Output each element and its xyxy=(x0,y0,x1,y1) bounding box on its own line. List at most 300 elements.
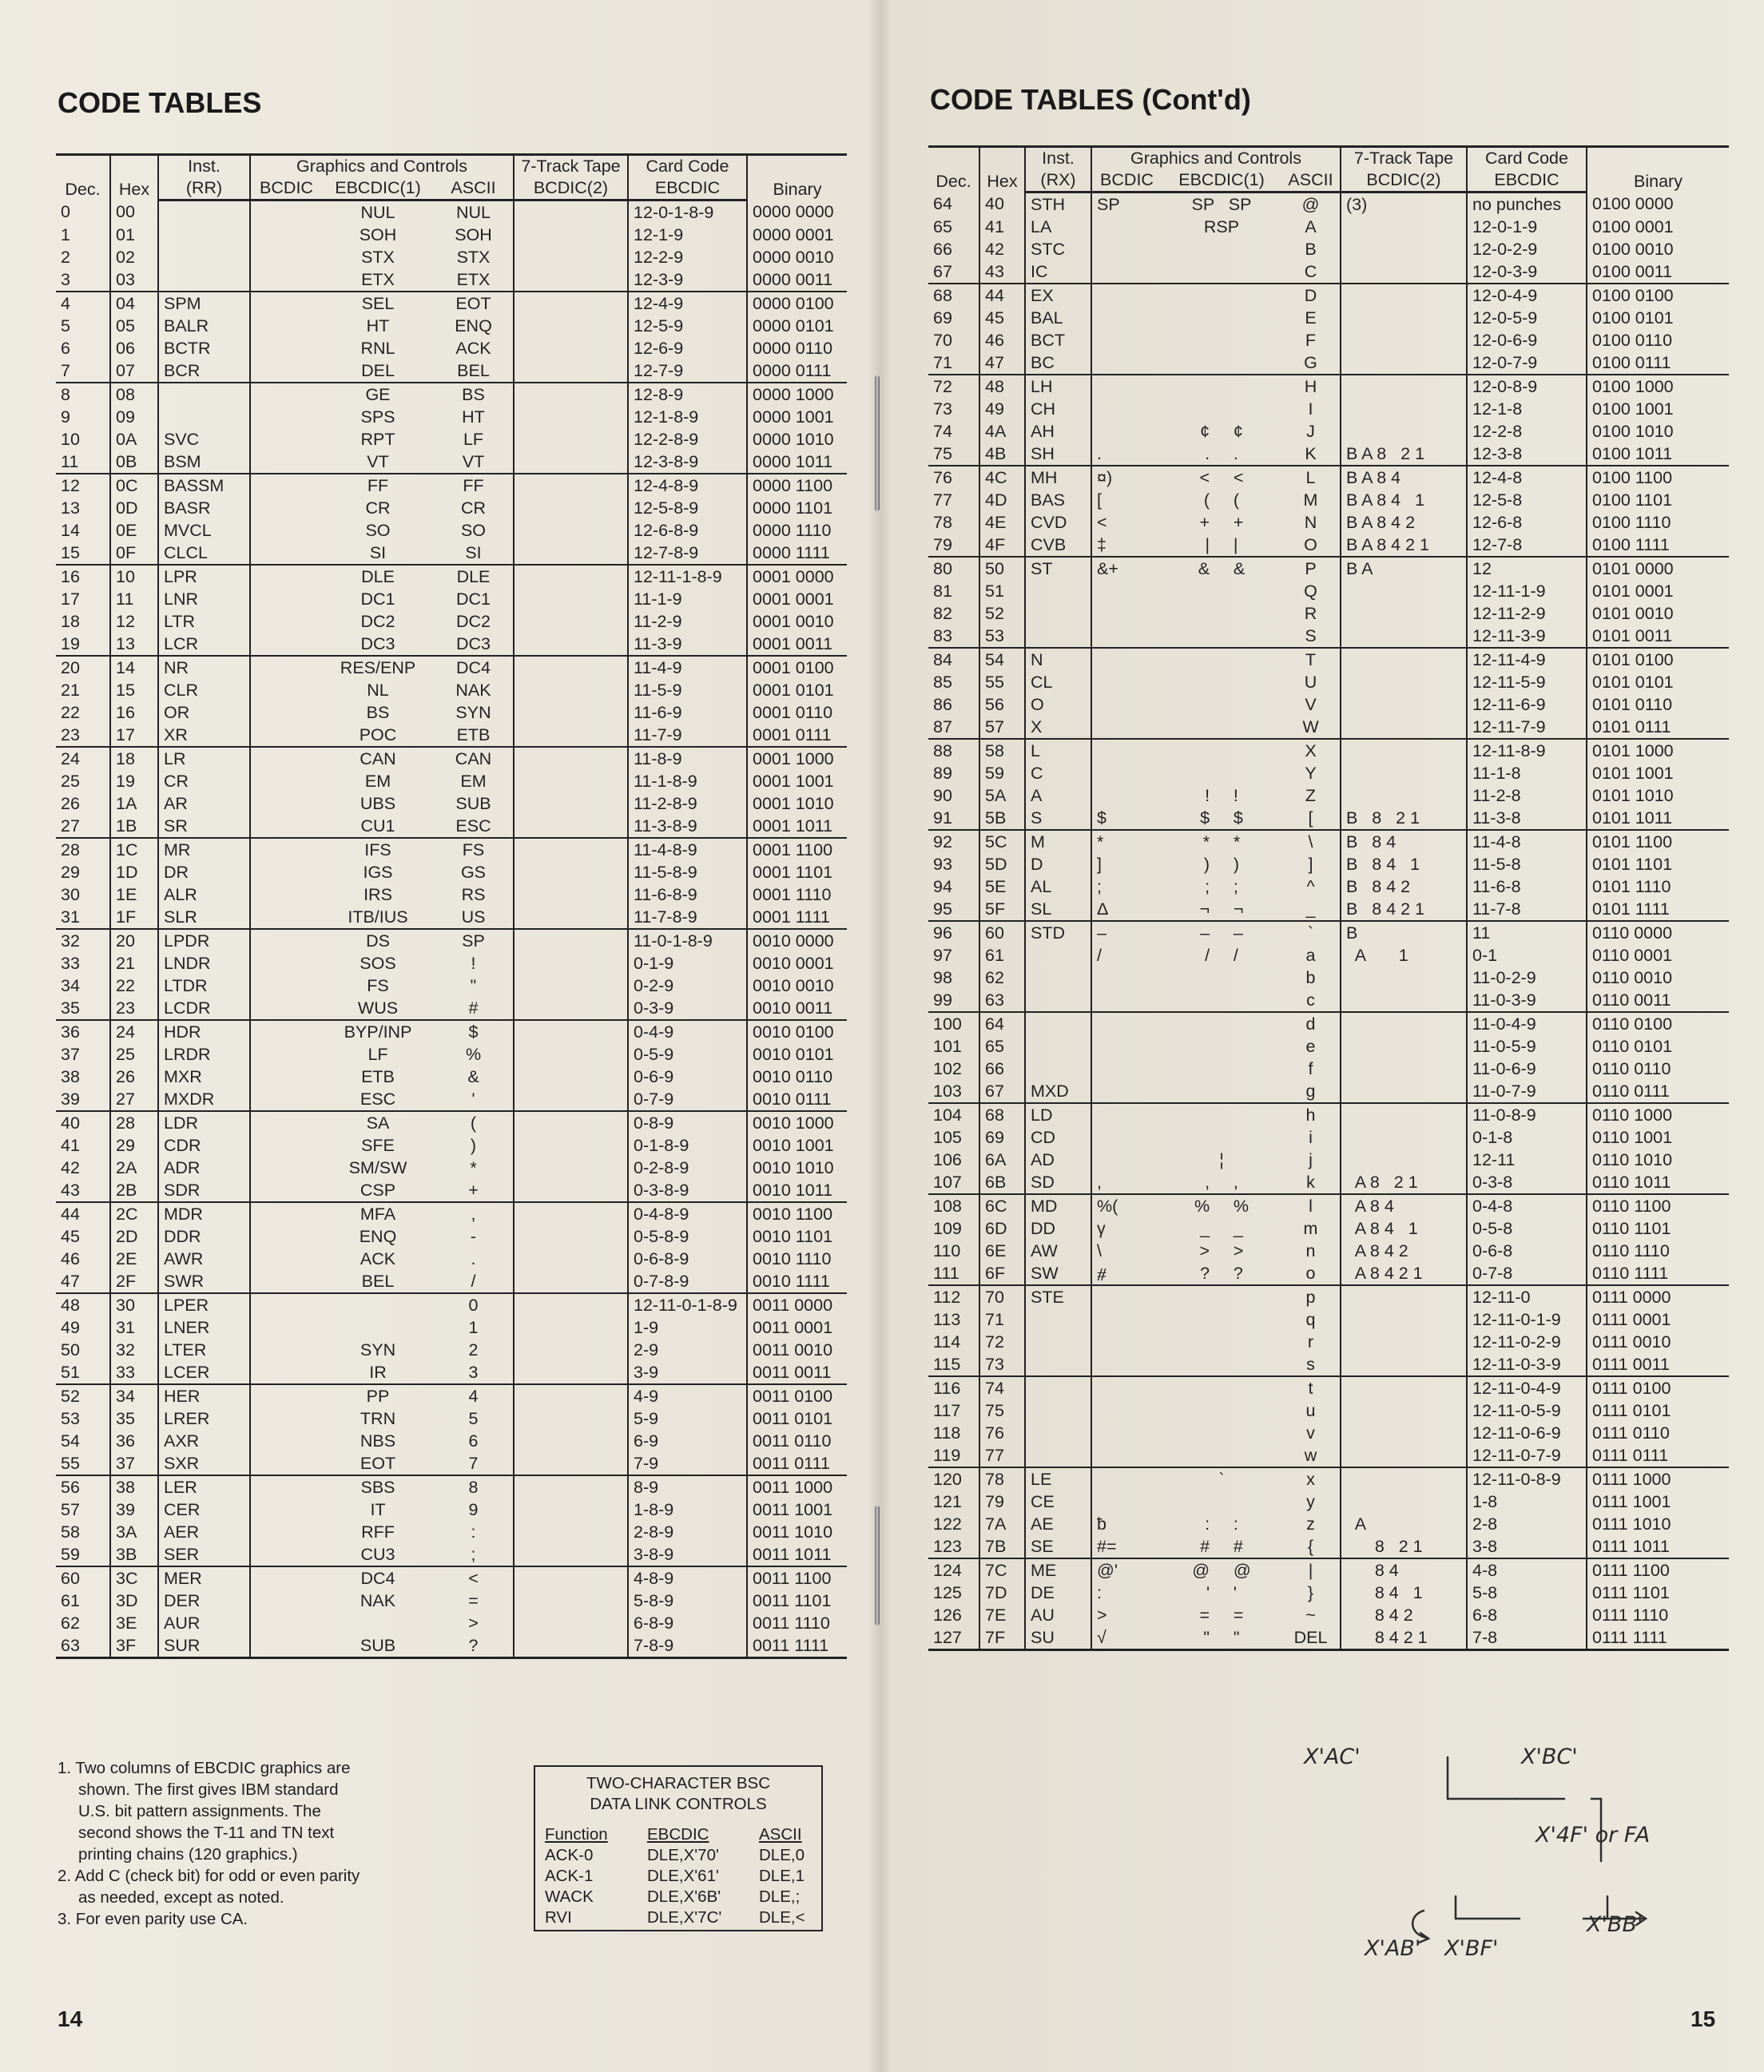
cell-binary: 0001 1010 xyxy=(747,792,847,815)
table-row xyxy=(928,1126,1729,1149)
bsc-function: ACK-0 xyxy=(545,1846,594,1864)
cell-dec: 10 xyxy=(61,430,80,449)
cell-ascii: G xyxy=(1304,353,1317,372)
cell-track xyxy=(514,724,628,747)
cell-dec: 83 xyxy=(933,626,952,645)
cell-hex: 47 xyxy=(979,351,1025,375)
cell-track xyxy=(1341,1331,1467,1353)
cell-dec: 16 xyxy=(56,565,110,588)
cell-inst: BCR xyxy=(158,359,250,383)
cell-inst: BCT xyxy=(1025,329,1091,351)
footnote-2: 2. Add C (check bit) for odd or even parity as needed, except as noted. xyxy=(58,1867,360,1907)
table-row xyxy=(928,1376,1729,1399)
cell-ebcdic: IGS xyxy=(363,863,393,882)
cell-card: 0-2-8-9 xyxy=(628,1157,747,1179)
cell-track xyxy=(1341,762,1467,784)
handwritten-xac: X'AC' xyxy=(1304,1745,1361,1769)
cell-bcdic xyxy=(1091,284,1162,307)
table-row xyxy=(56,1384,847,1407)
cell-binary: 0000 0011 xyxy=(747,268,847,292)
cell-ebcdic: CR xyxy=(365,498,391,518)
cell-ascii: C xyxy=(1304,262,1317,281)
cell-card: 12-0-6-9 xyxy=(1467,329,1587,351)
cell-binary: 0101 1011 xyxy=(1587,807,1729,830)
cell-track xyxy=(514,1248,628,1270)
cell-inst: AH xyxy=(1025,420,1091,443)
cell-hex: 04 xyxy=(110,292,158,315)
cell-dec: 61 xyxy=(61,1591,80,1610)
cell-bcdic: ¤) xyxy=(1091,466,1162,489)
cell-card: 5-9 xyxy=(628,1407,747,1430)
table-row xyxy=(928,762,1729,784)
table-row xyxy=(56,1566,847,1590)
cell-ebcdic: # # xyxy=(1200,1537,1243,1556)
cell-track xyxy=(1341,1058,1467,1080)
cell-card: 12-11-0-5-9 xyxy=(1467,1399,1587,1422)
cell-hex: 5B xyxy=(979,807,1025,830)
cell-ascii: w xyxy=(1304,1446,1317,1465)
cell-bcdic xyxy=(1091,216,1162,238)
cell-ebcdic xyxy=(1162,967,1281,989)
cell-inst: LE xyxy=(1025,1467,1091,1490)
cell-hex: 25 xyxy=(110,1043,158,1066)
cell-bcdic xyxy=(250,224,322,246)
table-row xyxy=(928,1035,1729,1058)
cell-ebcdic: " " xyxy=(1162,1626,1281,1650)
cell-inst: CLCL xyxy=(158,542,250,565)
cell-dec: 105 xyxy=(933,1128,962,1147)
cell-inst xyxy=(1025,625,1091,648)
cell-binary: 0101 0000 xyxy=(1587,557,1729,580)
cell-inst: LPDR xyxy=(158,929,250,952)
cell-binary: 0101 1001 xyxy=(1587,762,1729,784)
cell-dec: 101 xyxy=(933,1037,962,1056)
cell-dec: 95 xyxy=(933,899,952,919)
cell-hex: 4B xyxy=(979,443,1025,466)
cell-ebcdic: SFE xyxy=(361,1136,395,1155)
table-row xyxy=(56,1407,847,1430)
cell-ebcdic xyxy=(1162,625,1281,648)
cell-dec: 70 xyxy=(933,331,952,350)
cell-dec: 107 xyxy=(933,1173,962,1192)
cell-card: 11-5-9 xyxy=(628,679,747,701)
cell-ebcdic: SEL xyxy=(322,292,434,315)
cell-track: (3) xyxy=(1341,193,1467,216)
cell-ebcdic xyxy=(1162,1444,1281,1467)
table-row xyxy=(56,1452,847,1475)
cell-ascii: $ xyxy=(434,1020,514,1043)
cell-dec: 102 xyxy=(933,1059,962,1078)
cell-ascii: h xyxy=(1281,1103,1341,1126)
cell-ebcdic: | | xyxy=(1205,535,1238,554)
cell-card: 11-0-7-9 xyxy=(1467,1080,1587,1103)
cell-inst: ME xyxy=(1025,1558,1091,1582)
cell-inst: O xyxy=(1025,693,1091,716)
table-row xyxy=(928,853,1729,875)
cell-dec: 43 xyxy=(61,1181,80,1200)
header-inst-sub: (RR) xyxy=(158,177,250,200)
cell-hex: 79 xyxy=(979,1490,1025,1513)
cell-ascii: v xyxy=(1306,1423,1315,1443)
cell-track xyxy=(514,701,628,724)
cell-inst: SUR xyxy=(158,1634,250,1658)
cell-hex: 12 xyxy=(110,610,158,633)
cell-inst: LD xyxy=(1025,1103,1091,1126)
cell-dec: 14 xyxy=(61,521,80,540)
cell-binary: 0111 0000 xyxy=(1587,1285,1729,1308)
handwritten-xbf: X'BF' xyxy=(1444,1936,1499,1961)
header-inst: Inst. xyxy=(1025,147,1091,170)
cell-binary: 0100 0110 xyxy=(1587,329,1729,351)
cell-track: B 8 2 1 xyxy=(1341,807,1467,830)
cell-inst: AE xyxy=(1025,1513,1091,1535)
cell-ascii: b xyxy=(1305,968,1316,987)
cell-track xyxy=(514,974,628,997)
cell-ebcdic xyxy=(1162,989,1281,1012)
cell-ebcdic: TRN xyxy=(360,1409,396,1428)
cell-track xyxy=(514,770,628,792)
cell-ebcdic xyxy=(1162,1285,1281,1308)
cell-inst: MXR xyxy=(158,1066,250,1088)
cell-binary: 0010 1001 xyxy=(747,1134,847,1157)
cell-hex: 0A xyxy=(110,428,158,451)
cell-hex: 49 xyxy=(979,398,1025,420)
cell-binary: 0110 0001 xyxy=(1587,944,1729,967)
cell-bcdic xyxy=(250,519,322,542)
table-row xyxy=(56,1339,847,1361)
header-hex: Hex xyxy=(110,155,158,200)
cell-card: 12-6-9 xyxy=(628,337,747,359)
cell-binary: 0101 1111 xyxy=(1587,898,1729,921)
cell-track xyxy=(514,883,628,906)
cell-inst: SH xyxy=(1025,443,1091,466)
table-row xyxy=(56,747,847,770)
cell-bcdic xyxy=(250,1566,322,1590)
cell-hex: 33 xyxy=(110,1361,158,1384)
cell-hex: 70 xyxy=(979,1285,1025,1308)
cell-card: 12-0-7-9 xyxy=(1467,351,1587,375)
table-row xyxy=(928,1194,1729,1217)
cell-card: 12-5-8 xyxy=(1467,489,1587,511)
cell-ascii: T xyxy=(1281,648,1341,671)
cell-dec: 42 xyxy=(61,1158,80,1177)
cell-card: 6-9 xyxy=(628,1430,747,1452)
cell-bcdic xyxy=(250,701,322,724)
cell-inst xyxy=(1025,1012,1091,1035)
cell-ascii: S xyxy=(1305,626,1317,645)
cell-inst: SLR xyxy=(158,906,250,929)
cell-ascii: J xyxy=(1306,422,1315,441)
cell-inst: CER xyxy=(158,1498,250,1521)
cell-dec: 54 xyxy=(61,1431,80,1451)
cell-ebcdic: DC4 xyxy=(322,1566,434,1590)
cell-bcdic xyxy=(250,268,322,292)
cell-track xyxy=(514,383,628,406)
cell-dec: 110 xyxy=(933,1241,961,1260)
cell-ebcdic: ESC xyxy=(360,1090,396,1109)
cell-ebcdic: , , xyxy=(1205,1173,1238,1192)
cell-ebcdic: CU3 xyxy=(360,1545,395,1564)
cell-binary: 0001 0101 xyxy=(747,679,847,701)
cell-bcdic xyxy=(250,1590,322,1612)
cell-ascii: L xyxy=(1281,466,1341,489)
cell-ascii: H xyxy=(1281,375,1341,398)
cell-ebcdic: IRS xyxy=(364,885,392,904)
cell-hex: 46 xyxy=(979,329,1025,351)
cell-dec: 98 xyxy=(933,968,952,987)
cell-track xyxy=(1341,1353,1467,1376)
cell-track xyxy=(514,906,628,929)
table-row xyxy=(56,656,847,679)
cell-hex: 41 xyxy=(979,216,1025,238)
cell-bcdic xyxy=(250,815,322,838)
cell-card: 12-4-8-9 xyxy=(628,474,747,497)
cell-hex: 55 xyxy=(979,671,1025,693)
table-row xyxy=(56,1430,847,1452)
cell-hex: 1E xyxy=(110,883,158,906)
cell-inst: AD xyxy=(1025,1149,1091,1171)
cell-bcdic: γ xyxy=(1091,1217,1162,1240)
cell-binary: 0001 1110 xyxy=(747,883,847,906)
bsc-header-ebcdic: EBCDIC xyxy=(647,1825,709,1844)
table-row xyxy=(56,268,847,292)
table-row xyxy=(56,1111,847,1134)
cell-ebcdic: EM xyxy=(364,772,391,791)
cell-card: 11-2-8 xyxy=(1467,784,1587,807)
footnotes xyxy=(58,1757,369,1930)
cell-ascii: > xyxy=(468,1614,479,1633)
cell-bcdic: * xyxy=(1091,830,1162,853)
table-row xyxy=(56,1066,847,1088)
cell-ebcdic: SM/SW xyxy=(348,1158,407,1177)
cell-ebcdic: > > xyxy=(1199,1241,1244,1260)
cell-inst: EX xyxy=(1025,284,1091,307)
footnote-1: 1. Two columns of EBCDIC graphics are shown. The first gives IBM standard U.S. bit pattern assignments. The second shows the T-11 and TN text printing chains (120 graphics.) xyxy=(58,1759,351,1864)
cell-hex: 63 xyxy=(979,989,1025,1012)
cell-hex: 00 xyxy=(110,200,158,224)
cell-hex: 29 xyxy=(110,1134,158,1157)
cell-binary: 0111 1001 xyxy=(1587,1490,1729,1513)
cell-track xyxy=(514,542,628,565)
cell-binary: 0010 0000 xyxy=(747,929,847,952)
cell-bcdic xyxy=(250,1270,322,1293)
cell-ascii: , xyxy=(434,1202,514,1225)
cell-binary: 0000 1010 xyxy=(747,428,847,451)
cell-bcdic xyxy=(1091,602,1162,625)
cell-track: B A xyxy=(1341,557,1467,580)
cell-bcdic xyxy=(250,679,322,701)
table-row xyxy=(56,1202,847,1225)
cell-ascii: - xyxy=(470,1227,477,1246)
cell-card: 0-8-9 xyxy=(628,1111,747,1134)
cell-track xyxy=(514,1361,628,1384)
table-row xyxy=(56,1634,847,1658)
cell-track xyxy=(514,1452,628,1475)
cell-ascii: VT xyxy=(462,452,485,471)
cell-binary: 0000 1111 xyxy=(747,542,847,565)
cell-dec: 66 xyxy=(933,240,952,259)
table-row xyxy=(928,1308,1729,1331)
cell-track xyxy=(514,200,628,224)
table-row xyxy=(928,1058,1729,1080)
cell-bcdic xyxy=(1091,420,1162,443)
table-row xyxy=(928,1422,1729,1444)
table-row xyxy=(928,1626,1729,1650)
cell-hex: 11 xyxy=(110,588,158,610)
table-row xyxy=(928,398,1729,420)
cell-dec: 11 xyxy=(61,452,79,471)
cell-bcdic xyxy=(1091,762,1162,784)
header-binary: Binary xyxy=(747,155,847,200)
cell-track xyxy=(514,1521,628,1543)
cell-ebcdic: . . xyxy=(1205,444,1238,463)
cell-inst: MDR xyxy=(158,1202,250,1225)
cell-binary: 0010 0101 xyxy=(747,1043,847,1066)
cell-ascii: N xyxy=(1304,513,1317,532)
cell-binary: 0111 1010 xyxy=(1587,1513,1729,1535)
cell-card: 0-5-8 xyxy=(1467,1217,1587,1240)
cell-binary: 0001 1000 xyxy=(747,747,847,770)
cell-dec: 23 xyxy=(61,725,80,744)
cell-dec: 69 xyxy=(933,308,952,327)
table-row xyxy=(928,534,1729,557)
cell-card: 12-11-0-7-9 xyxy=(1467,1444,1587,1467)
cell-ebcdic xyxy=(1162,1490,1281,1513)
cell-card: 0-6-8-9 xyxy=(628,1248,747,1270)
cell-ebcdic xyxy=(1162,1126,1281,1149)
cell-hex: 6A xyxy=(979,1149,1025,1171)
cell-ascii: + xyxy=(468,1181,479,1200)
cell-inst: LNER xyxy=(158,1316,250,1339)
cell-ebcdic: WUS xyxy=(357,998,399,1018)
cell-binary: 0001 1111 xyxy=(747,906,847,929)
header-card: Card Code xyxy=(628,155,747,178)
cell-ascii: ` xyxy=(1281,921,1341,944)
cell-dec: 25 xyxy=(61,772,80,791)
cell-track: 8 4 2 1 xyxy=(1341,1626,1467,1650)
cell-hex: 2C xyxy=(110,1202,158,1225)
cell-dec: 37 xyxy=(61,1045,80,1064)
cell-inst: CD xyxy=(1025,1126,1091,1149)
cell-dec: 97 xyxy=(933,946,952,965)
table-row xyxy=(928,511,1729,534)
cell-ebcdic xyxy=(1162,648,1281,671)
cell-ascii: P xyxy=(1281,557,1341,580)
cell-card: 0-3-8 xyxy=(1467,1171,1587,1194)
cell-dec: 123 xyxy=(933,1537,962,1556)
cell-ascii: a xyxy=(1305,946,1316,965)
cell-ebcdic: ETX xyxy=(361,270,395,289)
cell-dec: 99 xyxy=(933,990,952,1010)
bsc-ascii: DLE,< xyxy=(759,1908,805,1927)
cell-ascii: SOH xyxy=(455,225,492,244)
table-row xyxy=(928,1262,1729,1285)
cell-binary: 0111 1011 xyxy=(1587,1535,1729,1558)
cell-inst: DDR xyxy=(158,1225,250,1248)
cell-ebcdic xyxy=(1162,1353,1281,1376)
table-row xyxy=(928,1353,1729,1376)
cell-bcdic: : xyxy=(1091,1582,1162,1604)
cell-bcdic xyxy=(1091,238,1162,260)
cell-bcdic xyxy=(1091,1331,1162,1353)
cell-ascii: ' xyxy=(471,1090,475,1109)
cell-inst: HER xyxy=(158,1384,250,1407)
header-inst-sub: (RX) xyxy=(1025,169,1091,193)
cell-ebcdic xyxy=(322,1612,434,1634)
cell-ascii: 3 xyxy=(468,1363,479,1382)
cell-ascii: SP xyxy=(434,929,514,952)
table-row xyxy=(56,792,847,815)
cell-ebcdic: / / xyxy=(1205,946,1238,965)
cell-track xyxy=(514,610,628,633)
cell-track xyxy=(1341,602,1467,625)
cell-track: B A 8 4 2 1 xyxy=(1341,534,1467,557)
cell-ascii: NUL xyxy=(455,203,491,222)
cell-bcdic: Δ xyxy=(1091,898,1162,921)
cell-dec: 40 xyxy=(56,1111,110,1134)
cell-card: 12-0-5-9 xyxy=(1467,307,1587,329)
cell-ebcdic: HT xyxy=(366,316,390,335)
cell-ascii: / xyxy=(471,1272,476,1291)
cell-card: 3-8-9 xyxy=(628,1543,747,1566)
cell-dec: 81 xyxy=(933,582,952,601)
ink-stroke xyxy=(1412,1911,1427,1938)
cell-inst: LPR xyxy=(158,565,250,588)
cell-ascii: M xyxy=(1303,490,1318,510)
cell-card: 0-1-8-9 xyxy=(628,1134,747,1157)
cell-dec: 33 xyxy=(61,954,80,973)
cell-ascii: BEL xyxy=(457,361,490,380)
cell-inst: CDR xyxy=(158,1134,250,1157)
table-row xyxy=(928,443,1729,466)
cell-card: 12-11 xyxy=(1467,1149,1587,1171)
cell-ascii: CAN xyxy=(434,747,514,770)
cell-hex: 2F xyxy=(110,1270,158,1293)
table-row xyxy=(56,246,847,268)
cell-track xyxy=(1341,375,1467,398)
cell-ascii: j xyxy=(1309,1150,1313,1169)
cell-dec: 76 xyxy=(928,466,979,489)
cell-bcdic xyxy=(1091,1308,1162,1331)
cell-ascii: \ xyxy=(1281,830,1341,853)
cell-ascii: E xyxy=(1305,308,1317,327)
cell-inst xyxy=(1025,1444,1091,1467)
cell-ascii: SI xyxy=(465,543,482,562)
cell-dec: 38 xyxy=(61,1067,80,1086)
bsc-function: WACK xyxy=(545,1887,594,1906)
cell-hex: 05 xyxy=(110,315,158,337)
cell-track xyxy=(1341,1035,1467,1058)
cell-ascii: 8 xyxy=(434,1475,514,1498)
cell-inst: DER xyxy=(158,1590,250,1612)
cell-dec: 96 xyxy=(928,921,979,944)
cell-track xyxy=(1341,307,1467,329)
cell-bcdic xyxy=(1091,625,1162,648)
cell-ascii: ~ xyxy=(1305,1606,1316,1625)
cell-dec: 50 xyxy=(61,1340,80,1360)
cell-ascii: { xyxy=(1307,1537,1314,1556)
cell-inst: STH xyxy=(1025,193,1091,216)
cell-ebcdic: DC1 xyxy=(360,589,395,609)
cell-ascii: % xyxy=(465,1045,482,1064)
cell-dec: 34 xyxy=(61,976,80,995)
cell-inst: BCTR xyxy=(158,337,250,359)
cell-binary: 0000 0101 xyxy=(747,315,847,337)
cell-card: 0-7-8-9 xyxy=(628,1270,747,1293)
header-card-sub: EBCDIC xyxy=(628,177,747,200)
cell-card: 1-8-9 xyxy=(628,1498,747,1521)
cell-card: 12-11-0-1-8-9 xyxy=(628,1293,747,1316)
